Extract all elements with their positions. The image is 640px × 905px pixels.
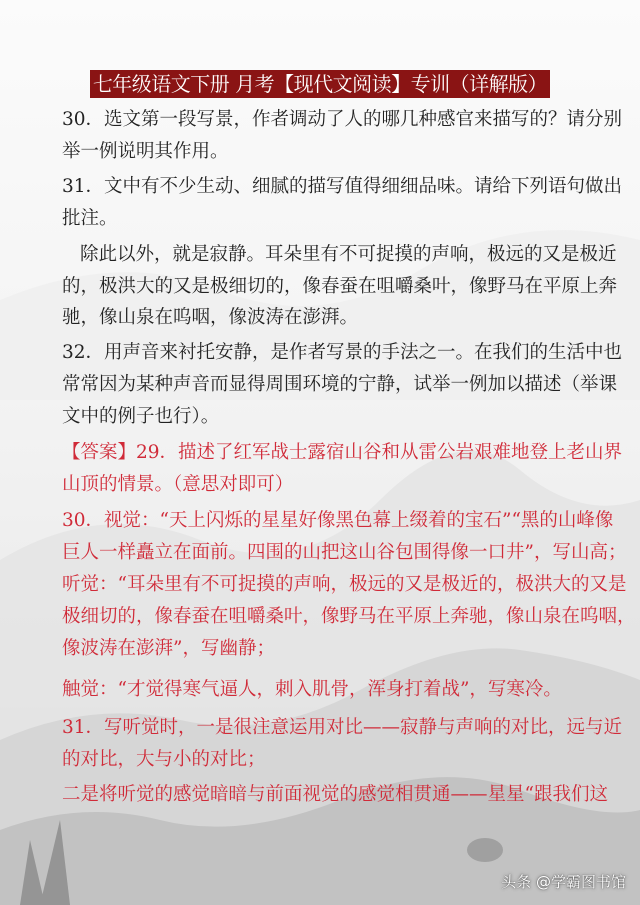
answer-line: 触觉：“才觉得寒气逼人，刺入肌骨，浑身打着战”，写寒冷。: [62, 679, 562, 700]
answer-line: 二是将听觉的感觉暗暗与前面视觉的感觉相贯通——星星“跟我们这: [62, 784, 608, 805]
answer-line: 【答案】29．描述了红军战士露宿山谷和从雷公岩艰难地登上老山界: [62, 442, 623, 463]
answer-line: 巨人一样矗立在面前。四围的山把这山谷包围得像一口井”，写山高；: [62, 542, 627, 563]
answer-line: 像波涛在澎湃”，写幽静；: [62, 638, 275, 659]
answer-line: 极细切的，像春蚕在咀嚼桑叶，像野马在平原上奔驰，像山泉在呜咽，: [62, 606, 636, 627]
question-line: 的，极洪大的又是极细切的，像春蚕在咀嚼桑叶，像野马在平原上奔: [62, 276, 618, 297]
question-line: 举一例说明其作用。: [62, 141, 229, 162]
question-line: 文中的例子也行）。: [62, 406, 220, 427]
answer-line: 山顶的情景。（意思对即可）: [62, 474, 294, 495]
answer-line: 31．写听觉时，一是很注意运用对比——寂静与声响的对比，远与近: [62, 717, 623, 738]
answer-line: 听觉：“耳朵里有不可捉摸的声响，极远的又是极近的，极洪大的又是: [62, 574, 627, 595]
question-line: 30．选文第一段写景，作者调动了人的哪几种感官来描写的？请分别: [62, 109, 623, 130]
page-title: 七年级语文下册 月考【现代文阅读】专训（详解版）: [90, 70, 550, 98]
watermark: 头条 @学霸图书馆: [501, 873, 626, 891]
question-line: 常常因为某种声音而显得周围环境的宁静，试举一例加以描述（举课: [62, 374, 618, 395]
question-line: 批注。: [62, 208, 118, 229]
question-line: 32．用声音来衬托安静，是作者写景的手法之一。在我们的生活中也: [62, 342, 623, 363]
answer-line: 30．视觉：“天上闪烁的星星好像黑色幕上缀着的宝石”“黑的山峰像: [62, 510, 614, 531]
question-line: 除此以外，就是寂静。耳朵里有不可捉摸的声响，极远的又是极近: [80, 244, 617, 265]
question-line: 驰，像山泉在呜咽，像波涛在澎湃。: [62, 307, 359, 328]
question-line: 31．文中有不少生动、细腻的描写值得细细品味。请给下列语句做出: [62, 176, 623, 197]
answer-line: 的对比，大与小的对比；: [62, 749, 266, 770]
